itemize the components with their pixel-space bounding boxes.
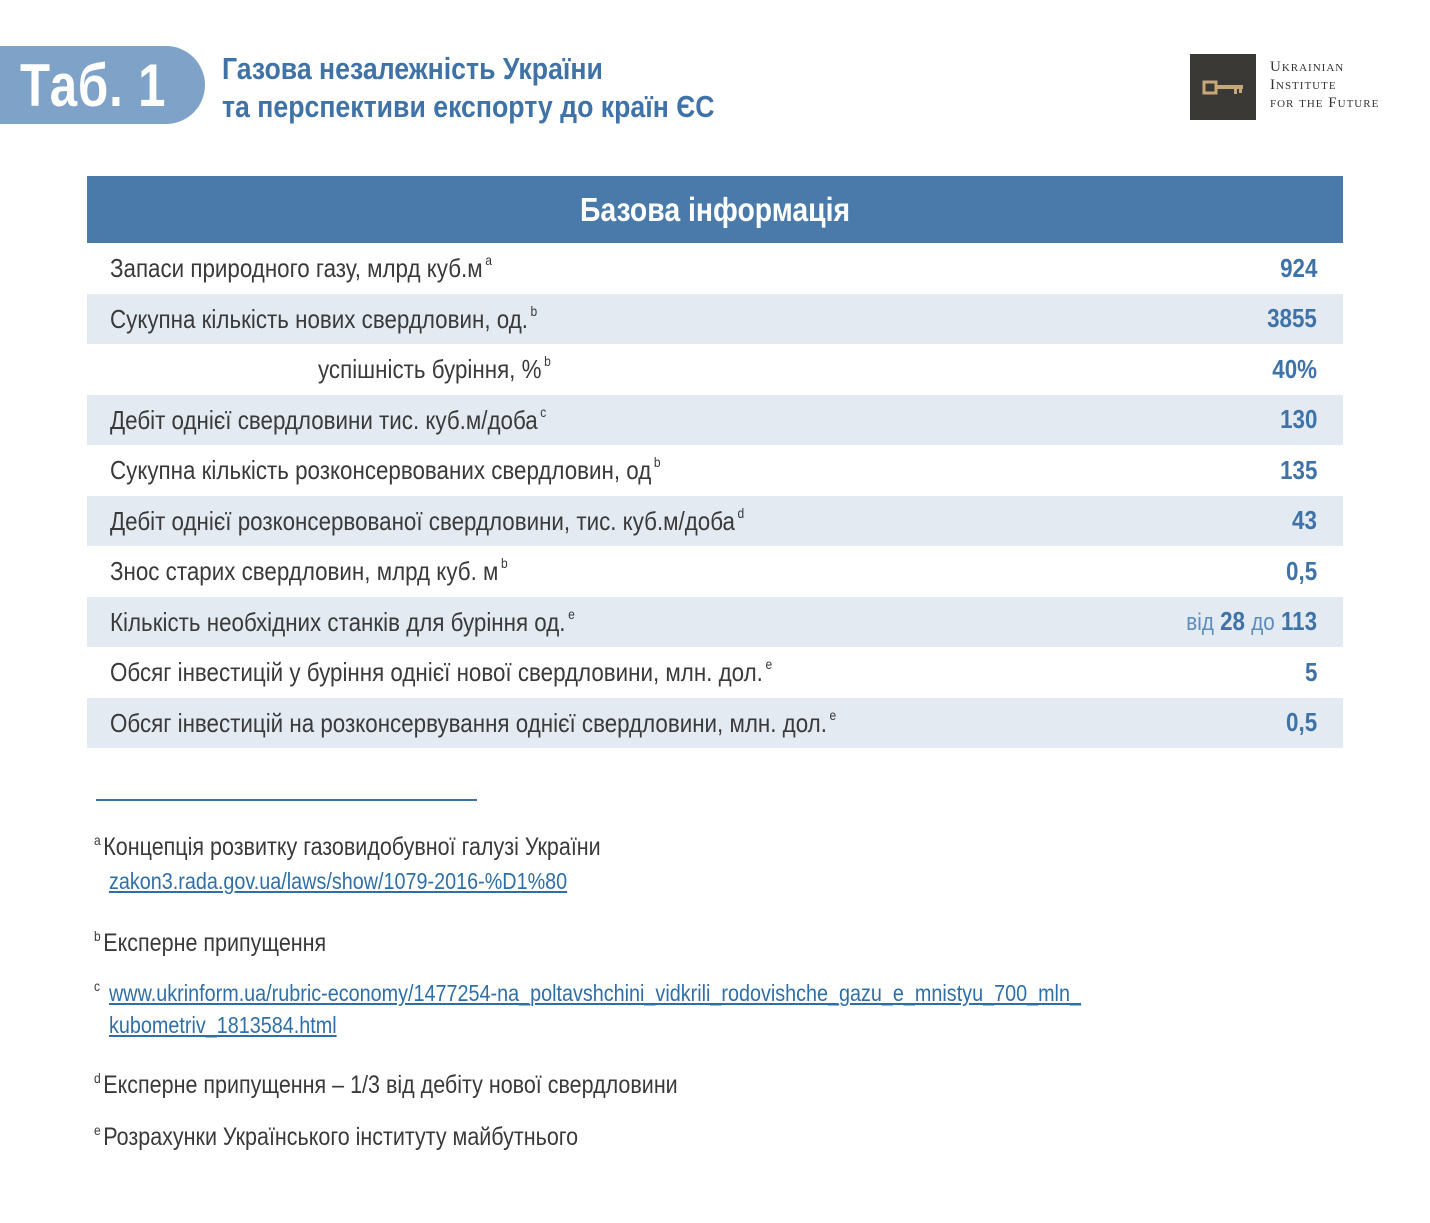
table-row xyxy=(87,344,1343,395)
row-label: Запаси природного газу, млрд куб.м $^a$ xyxy=(110,252,492,284)
row-label: Обсяг інвестицій на розконсервування однієї свердловини, млн. дол. $^e$ xyxy=(110,706,837,738)
row-value: 0,5 xyxy=(1285,555,1317,586)
page-title-line-1: Газова незалежність України xyxy=(222,51,603,86)
logo-line-1: Ukrainian xyxy=(1270,59,1345,75)
row-label: Дебіт однієї розконсервованої свердловини, тис. куб.м/доба $^d$ xyxy=(110,504,745,536)
row-label: Сукупна кількість нових свердловин, од. $^b$ xyxy=(110,302,538,334)
page-title-line-2: та перспективи експорту до країн ЄС xyxy=(222,89,715,124)
table-number-label: Таб. 1 xyxy=(20,51,167,119)
footnote-c-mark: c xyxy=(94,978,101,994)
table-header-label: Базова інформація xyxy=(579,190,851,228)
row-value: 40% xyxy=(1272,353,1317,384)
row-value: 135 xyxy=(1279,454,1317,485)
footnote-c-link-line-1[interactable]: www.ukrinform.ua/rubric-economy/1477254-na_poltavshchini_vidkrili_rodovishche_gazu_e_mnistyu_700_mln_ xyxy=(109,980,1081,1006)
logo-wordmark xyxy=(1270,58,1420,112)
row-label: Сукупна кількість розконсервованих свердловин, од $^b$ xyxy=(110,454,661,486)
footnote-c-link-line-2[interactable]: kubometriv_1813584.html xyxy=(109,1012,337,1038)
row-value: 5 xyxy=(1304,656,1317,687)
footnote-e: $^e$ Розрахунки Українського інституту майбутнього xyxy=(94,1122,579,1151)
table-row xyxy=(87,546,1343,597)
logo-line-2: Institute xyxy=(1270,77,1337,93)
row-value-range: від 28 до 113 xyxy=(1186,606,1317,637)
table-row xyxy=(87,496,1343,547)
row-value: 3855 xyxy=(1267,303,1317,334)
row-label: успішність буріння, % $^b$ xyxy=(318,353,551,385)
table-row xyxy=(87,294,1343,345)
info-table xyxy=(87,176,1343,748)
row-value: 43 xyxy=(1292,505,1317,536)
row-value: 130 xyxy=(1279,404,1317,435)
table-header xyxy=(87,176,1343,243)
row-value: 0,5 xyxy=(1285,707,1317,738)
footnote-d: $^d$ Експерне припущення – 1/3 від дебіту нової свердловини xyxy=(94,1070,678,1099)
row-label: Знос старих свердловин, млрд куб. м $^b$ xyxy=(110,555,508,587)
logo-line-3: for the Future xyxy=(1270,95,1380,111)
table-row xyxy=(87,597,1343,648)
table-row xyxy=(87,647,1343,698)
table-row xyxy=(87,243,1343,294)
row-label: Дебіт однієї свердловини тис. куб.м/доба $^c$ xyxy=(110,403,547,435)
page-title xyxy=(222,50,942,126)
logo-mark xyxy=(1190,54,1256,120)
row-value: 924 xyxy=(1279,252,1317,283)
table-row xyxy=(87,445,1343,496)
footnote-b: $^b$ Експерне припущення xyxy=(94,928,327,957)
row-label: Кількість необхідних станків для буріння од. $^e$ xyxy=(110,605,575,637)
footnote-divider xyxy=(96,799,477,801)
row-label: Обсяг інвестицій у буріння однієї нової свердловини, млн. дол. $^e$ xyxy=(110,656,773,688)
footnote-a: $^a$ Концепція розвитку газовидобувної галузі України xyxy=(94,832,601,861)
key-icon xyxy=(1190,54,1256,120)
table-number-badge xyxy=(0,46,205,124)
table-row xyxy=(87,698,1343,749)
table-row xyxy=(87,395,1343,446)
footnote-a-link[interactable]: zakon3.rada.gov.ua/laws/show/1079-2016-%D1%80 xyxy=(109,868,568,894)
